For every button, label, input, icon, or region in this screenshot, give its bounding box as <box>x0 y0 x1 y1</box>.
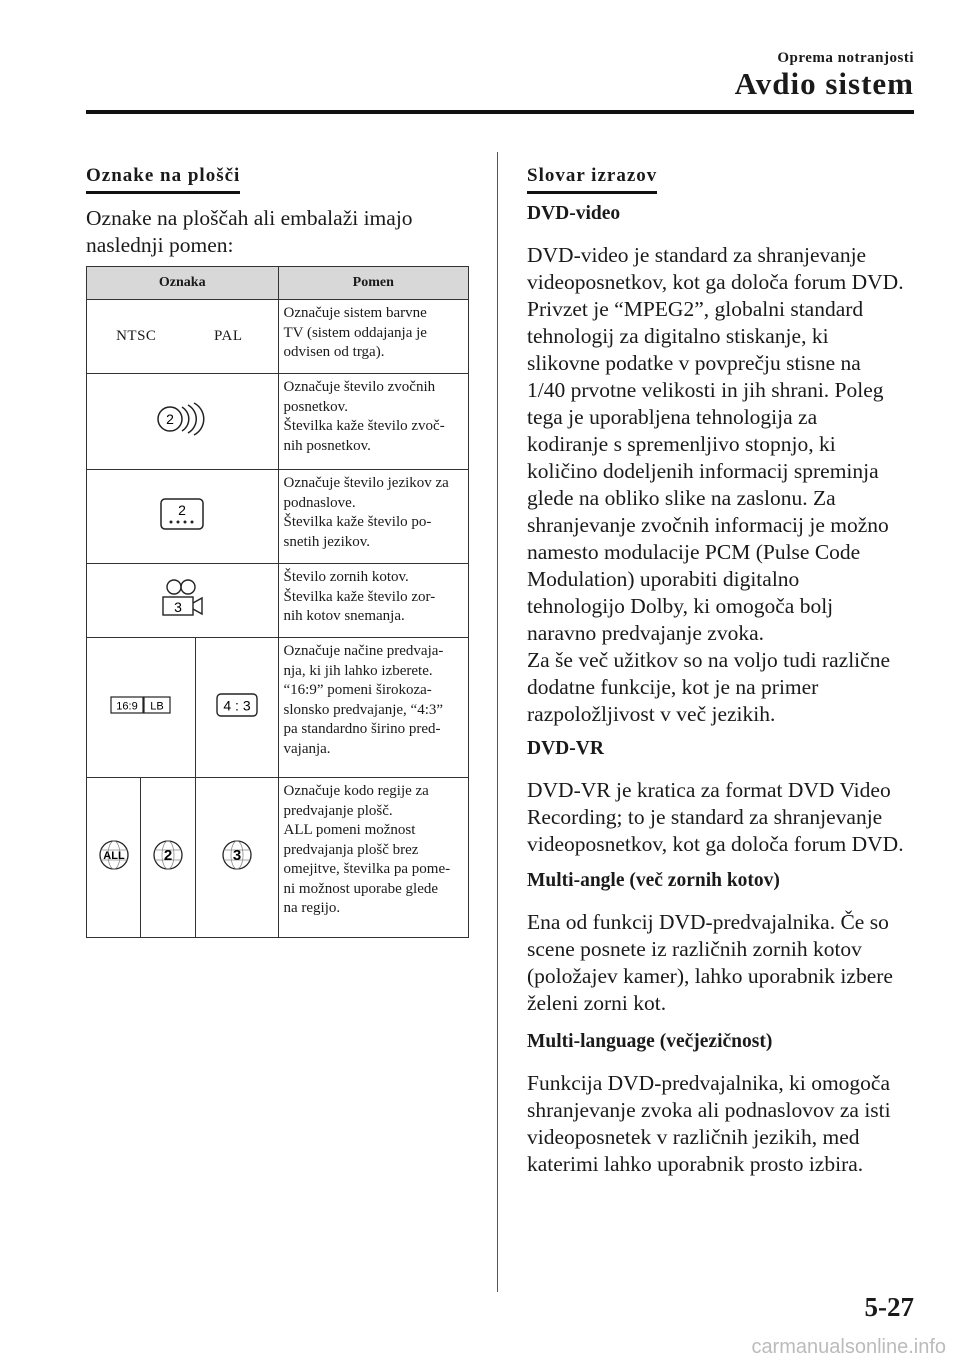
svg-text:2: 2 <box>178 502 187 518</box>
row-description: Označuje število jezikov za podnaslove. Številka kaže število po- snetih jezikov. <box>278 470 469 564</box>
table-row <box>87 778 469 938</box>
svg-text:2: 2 <box>163 847 173 864</box>
svg-text:3: 3 <box>174 599 183 615</box>
glossary-heading: Slovar izrazov <box>527 165 657 194</box>
term-dvd-video: DVD-video <box>527 203 621 224</box>
section-title: Avdio sistem <box>734 66 914 101</box>
header-rule <box>86 110 914 114</box>
svg-text:2: 2 <box>166 411 175 427</box>
section-subtitle: Oprema notranjosti <box>777 50 914 66</box>
term-multi-angle-text: Ena od funkcij DVD-predvajalnika. Če so scene posnete iz različnih zornih kotov (položajev kamer), lahko uporabnik izbere želeni zorni kot. <box>527 910 893 1015</box>
term-dvd-video-text: DVD-video je standard za shranjevanje videoposnetkov, kot ga določa forum DVD. Privzet je “MPEG2”, globalni standard tehnologij za digitalno stiskanje, ki slikovne podatke v povprečju stisne na 1/40 prvotne velikosti in jih shrani. Poleg tega je uporabljena tehnologija za kodiranje s spremenljivo stopnjo, ki količino dodeljenih informacij spreminja glede na obliko slike na zaslonu. Za shranjevanje zvočnih informacij je možno namesto modulacije PCM (Pulse Code Modulation) uporabiti digitalno tehnologijo Dolby, ki omogoča bolj naravno predvajanje zvoka. Za še več užitkov so na voljo tudi različne dodatne funkcije, kot je na primer razpoložljivost v več jezikih. <box>527 243 904 726</box>
region-3-icon <box>221 839 253 871</box>
column-header-meaning: Pomen <box>278 267 469 300</box>
subtitle-languages-icon <box>157 495 207 533</box>
row-description: Označuje kodo regije za predvajanje plošč. ALL pomeni možnost predvajanja plošč brez omejitve, številka pa pome- ni možnost uporabe glede na regijo. <box>278 778 469 938</box>
table-row <box>87 470 469 564</box>
term-multi-language: Multi-language (večjezičnost) <box>527 1031 773 1052</box>
svg-text:LB: LB <box>150 700 164 713</box>
column-header-symbol: Oznaka <box>87 267 279 300</box>
watermark: carmanualsonline.info <box>751 1336 946 1358</box>
audio-tracks-icon <box>152 399 212 439</box>
table-row <box>87 374 469 470</box>
svg-text:16:9: 16:9 <box>116 700 138 713</box>
disc-symbols-table <box>86 266 469 938</box>
row-description: Označuje sistem barvne TV (sistem oddajanja je odvisen od trga). <box>278 300 469 374</box>
region-2-icon <box>152 839 184 871</box>
table-row <box>87 638 469 778</box>
svg-text:4 : 3: 4 : 3 <box>223 697 251 714</box>
camera-angles-icon <box>157 577 207 619</box>
row-description: Število zornih kotov. Številka kaže število zor- nih kotov snemanja. <box>278 564 469 638</box>
disc-symbols-intro: Oznake na ploščah ali embalaži imajo naslednji pomen: <box>86 206 413 257</box>
row-description: Označuje načine predvaja- nja, ki jih lahko izberete. “16:9” pomeni širokoza- slonsko predvajanje, “4:3” pa standardno širino pred- vajanja. <box>278 638 469 778</box>
svg-text:3: 3 <box>232 847 241 864</box>
table-row <box>87 300 469 374</box>
disc-symbols-heading: Oznake na plošči <box>86 165 240 194</box>
tv-system-symbols: NTSC PAL <box>87 300 279 374</box>
row-description: Označuje število zvočnih posnetkov. Številka kaže število zvoč- nih posnetkov. <box>278 374 469 470</box>
term-dvd-vr: DVD-VR <box>527 738 604 759</box>
region-all-icon <box>98 839 130 871</box>
term-multi-angle: Multi-angle (več zornih kotov) <box>527 870 780 891</box>
page-number: 5-27 <box>864 1292 914 1322</box>
column-divider <box>497 152 498 1292</box>
aspect-16-9-lb-icon <box>110 696 172 714</box>
term-multi-language-text: Funkcija DVD-predvajalnika, ki omogoča shranjevanje zvoka ali podnaslovov za isti videoposnetek v različnih jezikih, med katerimi lahko uporabnik prosto izbira. <box>527 1071 891 1176</box>
table-row <box>87 564 469 638</box>
aspect-4-3-icon <box>215 692 259 718</box>
term-dvd-vr-text: DVD-VR je kratica za format DVD Video Recording; to je standard za shranjevanje videoposnetkov, kot ga določa forum DVD. <box>527 778 904 856</box>
svg-text:ALL: ALL <box>103 850 125 862</box>
